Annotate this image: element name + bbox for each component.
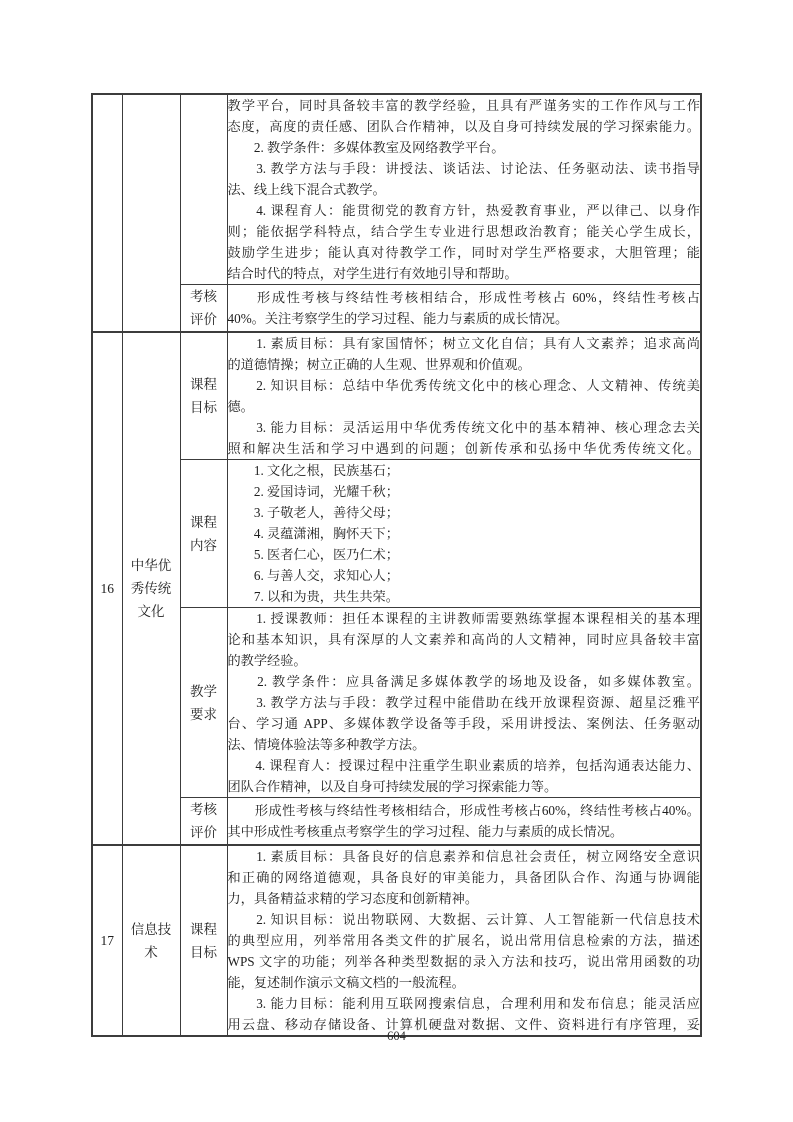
content-line: 德。 — [227, 399, 254, 414]
course-number — [92, 94, 122, 332]
content-line: 2. 知识目标：总结中华优秀传统文化中的核心理念、人文精神、传统美 — [227, 378, 700, 393]
content-line: 能，复述制作演示文稿文档的一般流程。 — [227, 975, 465, 990]
content-line: 3. 能力目标：能利用互联网搜索信息，合理利用和发布信息；能灵活应 — [227, 996, 700, 1011]
content-line: 5. 医者仁心，医乃仁术； — [227, 547, 399, 562]
content-line: 的教学经验。 — [227, 653, 307, 668]
course-name: 信息技术 — [122, 845, 180, 1036]
content-line: 3. 教学方法与手段：教学过程中能借助在线开放课程资源、超星泛雅平 — [227, 695, 700, 710]
content-line: 2. 爱国诗词，光耀千秋； — [227, 484, 399, 499]
content-line: 则；能依据学科特点，结合学生专业进行思想政治教育；能关心学生成长， — [227, 224, 700, 239]
content-line: 2. 教学条件：多媒体教室及网络教学平台。 — [227, 140, 505, 155]
content-line: 3. 子敬老人，善待父母； — [227, 505, 399, 520]
content-line: 的典型应用，列举常用各类文件的扩展名，说出常用信息检索的方法，描述 — [227, 933, 700, 948]
content-line: 40%。关注考察学生的学习过程、能力与素质的成长情况。 — [227, 311, 569, 326]
content-line: 鼓励学生进步；能认真对待教学工作，同时对学生严格要求，大胆管理；能 — [227, 245, 700, 260]
content-line: 论和基本知识，具有深厚的人文素养和高尚的人文精神，同时应具备较丰富 — [227, 632, 700, 647]
row-label: 课程内容 — [180, 460, 227, 608]
course-name: 中华优秀传统文化 — [122, 332, 180, 845]
row-label: 课程目标 — [180, 332, 227, 460]
content-line: 6. 与善人交，求知心人； — [227, 568, 399, 583]
row-content — [227, 798, 701, 846]
content-line: WPS 文字的功能；列举各种类型数据的录入方法和技巧，说出常用函数的功 — [227, 954, 700, 969]
table-row — [92, 94, 701, 285]
row-content — [227, 845, 701, 1036]
content-line: 法、情境体验法等多种教学方法。 — [227, 737, 426, 752]
content-line: 和正确的网络道德观，具备良好的审美能力，具备团队合作、沟通与协调能 — [227, 870, 700, 885]
row-content — [227, 460, 701, 608]
content-line: 法、线上线下混合式教学。 — [227, 182, 386, 197]
content-line: 的道德情操；树立正确的人生观、世界观和价值观。 — [227, 357, 531, 372]
course-number: 16 — [92, 332, 122, 845]
content-line: 2. 知识目标：说出物联网、大数据、云计算、人工智能新一代信息技术 — [227, 912, 700, 927]
content-line: 1. 文化之根，民族基石； — [227, 463, 399, 478]
row-content — [227, 332, 701, 460]
course-table-body — [92, 94, 701, 1036]
row-label: 考核评价 — [180, 798, 227, 846]
content-line: 3. 教学方法与手段：讲授法、谈话法、讨论法、任务驱动法、读书指导 — [227, 161, 700, 176]
content-line: 形成性考核与终结性考核相结合，形成性考核占60%，终结性考核占40%。 — [227, 803, 700, 818]
row-label — [180, 94, 227, 285]
table-row — [92, 285, 701, 333]
table-row — [92, 460, 701, 608]
content-line: 2. 教学条件：应具备满足多媒体教学的场地及设备，如多媒体教室。 — [227, 674, 700, 689]
content-line: 照和解决生活和学习中遇到的问题；创新传承和弘扬中华优秀传统文化。 — [227, 441, 700, 456]
content-line: 形成性考核与终结性考核相结合，形成性考核占 60%，终结性考核占 — [227, 290, 700, 305]
course-number: 17 — [92, 845, 122, 1036]
content-line: 态度，高度的责任感、团队合作精神，以及自身可持续发展的学习探索能力。 — [227, 119, 700, 134]
content-line: 用云盘、移动存储设备、计算机硬盘对数据、文件、资料进行有序管理，妥 — [227, 1017, 700, 1032]
table-row — [92, 845, 701, 1036]
table-row — [92, 798, 701, 846]
content-line: 其中形成性考核重点考察学生的学习过程、能力与素质的成长情况。 — [227, 824, 624, 839]
table-row — [92, 608, 701, 798]
page-number: 604 — [387, 1029, 406, 1043]
content-line: 7. 以和为贵，共生共荣。 — [227, 589, 399, 604]
course-specification-table — [91, 93, 702, 1037]
content-line: 力，具备精益求精的学习态度和创新精神。 — [227, 891, 479, 906]
content-line: 3. 能力目标：灵活运用中华优秀传统文化中的基本精神、核心理念去关 — [227, 420, 700, 435]
content-line: 结合时代的特点，对学生进行有效地引导和帮助。 — [227, 266, 518, 281]
row-label: 考核评价 — [180, 285, 227, 333]
course-name — [122, 94, 180, 332]
content-line: 1. 素质目标：具备良好的信息素养和信息社会责任，树立网络安全意识 — [227, 849, 700, 864]
row-content — [227, 285, 701, 333]
content-line: 4. 课程育人：能贯彻党的教育方针，热爱教育事业，严以律己、以身作 — [227, 203, 700, 218]
row-label: 课程目标 — [180, 845, 227, 1036]
content-line: 台、学习通 APP、多媒体教学设备等手段，采用讲授法、案例法、任务驱动 — [227, 716, 700, 731]
content-line: 1. 授课教师：担任本课程的主讲教师需要熟练掌握本课程相关的基本理 — [227, 611, 700, 626]
content-line: 教学平台，同时具备较丰富的教学经验，且具有严谨务实的工作作风与工作 — [227, 98, 700, 113]
content-line: 4. 灵蕴潇湘，胸怀天下； — [227, 526, 399, 541]
content-line: 4. 课程育人：授课过程中注重学生职业素质的培养，包括沟通表达能力、 — [227, 758, 700, 773]
table-row — [92, 332, 701, 460]
row-label: 教学要求 — [180, 608, 227, 798]
row-content — [227, 608, 701, 798]
content-line: 1. 素质目标：具有家国情怀；树立文化自信；具有人文素养；追求高尚 — [227, 336, 700, 351]
content-line: 团队合作精神，以及自身可持续发展的学习探索能力等。 — [227, 779, 558, 794]
row-content — [227, 94, 701, 285]
